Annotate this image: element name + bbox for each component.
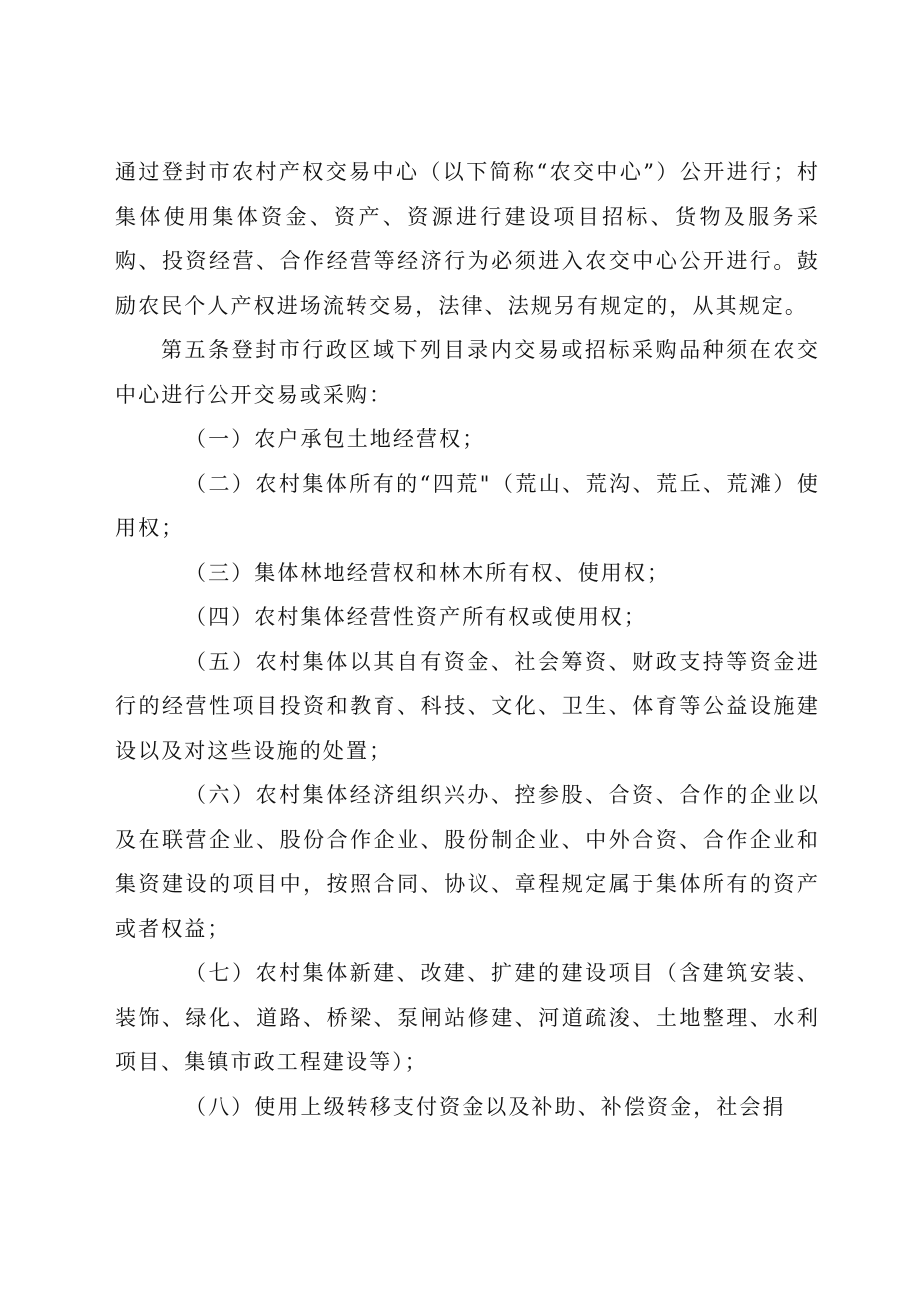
list-item-3: （三）集体林地经营权和林木所有权、使用权； <box>185 560 671 585</box>
list-item-5: （五）农村集体以其自有资金、社会筹资、财政支持等资金进行的经营性项目投资和教育、科技、文化、卫生、体育等公益设施建设以及对这些设施的处置； <box>115 649 820 763</box>
list-item-6: （六）农村集体经济组织兴办、控参股、合资、合作的企业以及在联营企业、股份合作企业、股份制企业、中外合资、合作企业和集资建设的项目中，按照合同、协议、章程规定属于集体所有的资产或者权益； <box>115 783 820 941</box>
document-body <box>115 150 820 1129</box>
list-item-4: （四）农村集体经营性资产所有权或使用权； <box>185 605 647 629</box>
list-item-2: （二）农村集体所有的“四荒"（荒山、荒沟、荒丘、荒滩）使用权； <box>115 471 820 540</box>
paragraph-article-5: 第五条登封市行政区域下列目录内交易或招标采购品种须在农交中心进行公开交易或采购： <box>115 338 820 407</box>
paragraph-continuation: 通过登封市农村产权交易中心（以下简称“农交中心”）公开进行；村集体使用集体资金、资产、资源进行建设项目招标、货物及服务采购、投资经营、合作经营等经济行为必须进入农交中心公开进行。鼓励农民个人产权进场流转交易，法律、法规另有规定的，从其规定。 <box>115 160 820 318</box>
list-item-8: （八）使用上级转移支付资金以及补助、补偿资金，社会捐 <box>185 1094 786 1119</box>
list-item-1: （一）农户承包土地经营权； <box>185 427 486 451</box>
list-item-7: （七）农村集体新建、改建、扩建的建设项目（含建筑安装、装饰、绿化、道路、桥梁、泵闸站修建、河道疏浚、土地整理、水利项目、集镇市政工程建设等）； <box>115 961 820 1074</box>
